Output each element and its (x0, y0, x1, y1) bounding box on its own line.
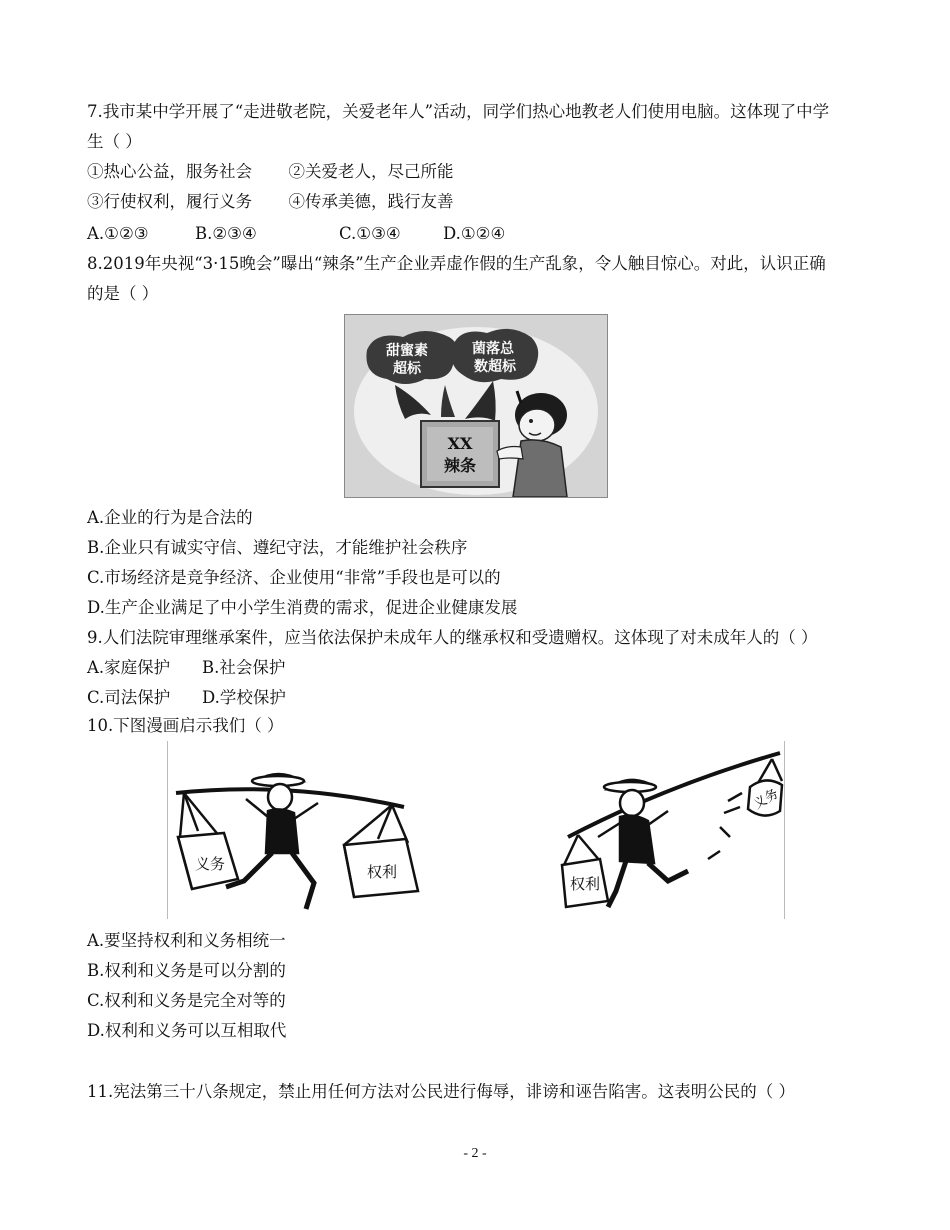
cloud1-line2: 超标 (393, 361, 421, 377)
q9-option-a: A.家庭保护 (87, 658, 171, 677)
q10-stem: 10.下图漫画启示我们（ ） (87, 716, 284, 735)
q9-stem: 9.人们法院审理继承案件，应当依法保护未成年人的继承权和受遗赠权。这体现了对未成年人的（ ） (87, 628, 818, 647)
q8-option-c: C.市场经济是竞争经济、企业使用“非常”手段也是可以的 (87, 568, 501, 587)
q7-option-d: D.①②④ (443, 224, 506, 243)
q7-options (87, 219, 505, 249)
balanced-figure (176, 774, 418, 909)
spicy-strip-cartoon-drawing (345, 315, 607, 497)
q10-option-b: B.权利和义务是可以分割的 (87, 961, 286, 980)
spicy-strip-cartoon (344, 314, 608, 498)
left-bag-duty-label: 义务 (194, 855, 226, 873)
q8-option-a: A.企业的行为是合法的 (87, 508, 253, 527)
q7-item-4: ④传承美德，践行友善 (288, 192, 454, 211)
q7-item-2: ②关爱老人，尽己所能 (288, 162, 454, 181)
q10-option-a: A.要坚持权利和义务相统一 (87, 931, 286, 950)
rights-duties-cartoon (167, 741, 785, 919)
q8-stem-line2: 的是（ ） (87, 284, 159, 303)
q9-options-row1 (87, 653, 285, 683)
q8-option-b: B.企业只有诚实守信、遵纪守法，才能维护社会秩序 (87, 538, 468, 557)
cloud2-line2: 数超标 (474, 359, 516, 375)
rights-duties-cartoon-drawing (168, 741, 784, 919)
q7-option-c: C.①③④ (339, 224, 401, 243)
q7-option-b: B.②③④ (195, 224, 257, 243)
q10-option-c: C.权利和义务是完全对等的 (87, 991, 286, 1010)
right-bag-right-label: 权利 (569, 875, 601, 893)
q8-option-d: D.生产企业满足了中小学生消费的需求，促进企业健康发展 (87, 598, 518, 617)
package-line1: XX (447, 434, 473, 453)
q9-option-b: B.社会保护 (202, 658, 286, 677)
q9-option-d: D.学校保护 (202, 688, 286, 707)
q7-items-row1 (87, 157, 454, 187)
q8-stem-line1: 8.2019年央视“3·15晚会”曝出“辣条”生产企业弄虚作假的生产乱象，令人触目惊心。对此，认识正确 (87, 254, 826, 273)
q9-options-row2 (87, 683, 286, 713)
q11-stem: 11.宪法第三十八条规定，禁止用任何方法对公民进行侮辱，诽谤和诬告陷害。这表明公民的（ ） (87, 1082, 795, 1101)
cloud1-line1: 甜蜜素 (386, 343, 428, 359)
q7-option-a: A.①②③ (87, 224, 149, 243)
page-number: - 2 - (463, 1146, 487, 1161)
left-bag-right-label: 权利 (366, 863, 398, 881)
q7-items-row2 (87, 187, 454, 217)
right-bag-duty-label: 义务 (751, 786, 782, 813)
q7-item-3: ③行使权利，履行义务 (87, 192, 252, 211)
q7-stem-line1: 7.我市某中学开展了“走进敬老院，关爱老年人”活动，同学们热心地教老人们使用电脑。这体现了中学 (87, 102, 830, 121)
q9-option-c: C.司法保护 (87, 688, 171, 707)
cloud2-line1: 菌落总 (472, 341, 514, 357)
q10-option-d: D.权利和义务可以互相取代 (87, 1021, 287, 1040)
q7-item-1: ①热心公益，服务社会 (87, 162, 252, 181)
q7-stem-line2: 生（ ） (87, 132, 142, 151)
package-line2: 辣条 (443, 456, 477, 475)
